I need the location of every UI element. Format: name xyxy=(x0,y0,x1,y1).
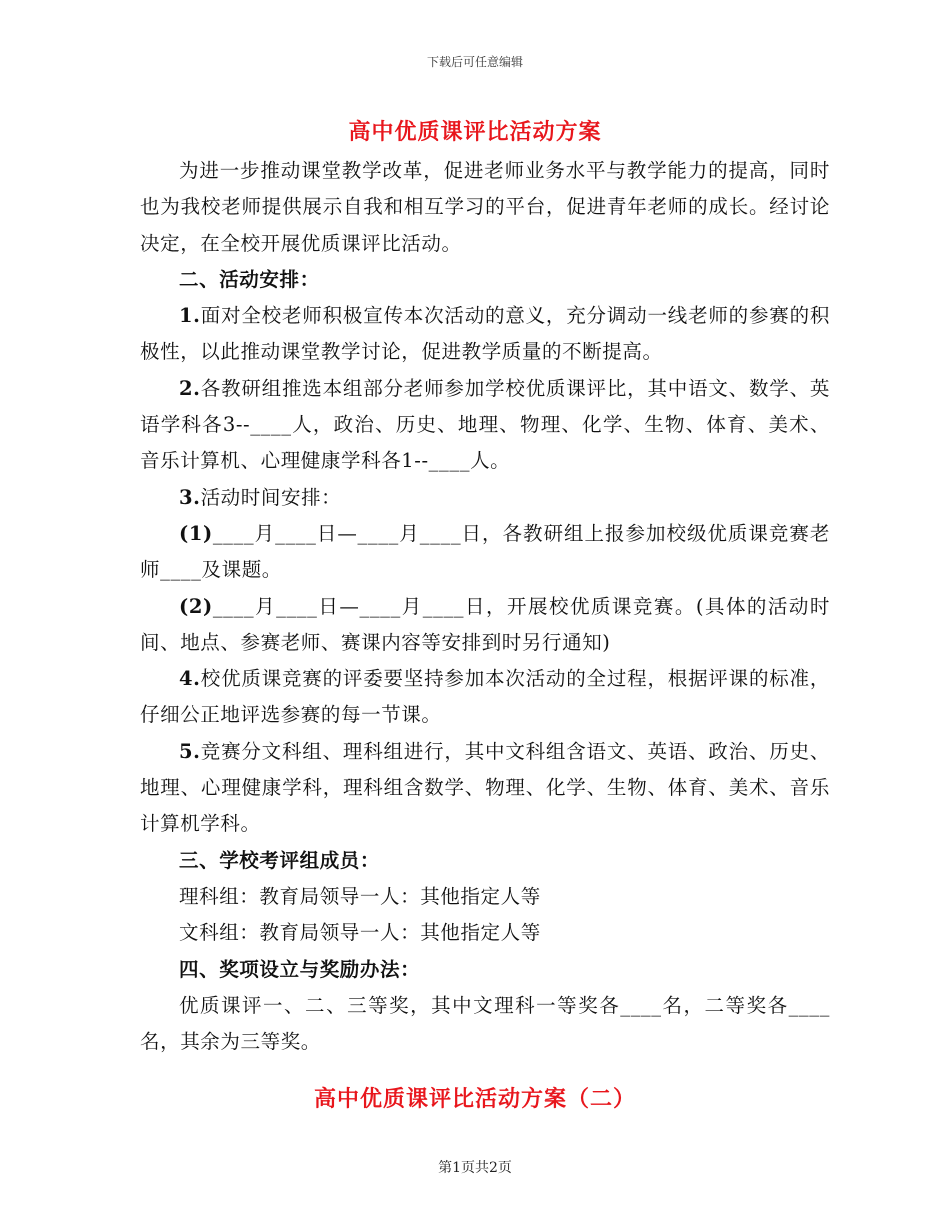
arrangement-item-2 xyxy=(140,371,830,480)
arrangement-item-1 xyxy=(140,298,830,371)
item-text: 校优质课竞赛的评委要坚持参加本次活动的全过程，根据评课的标准，仔细公正地评选参赛的每一节课。 xyxy=(140,667,830,727)
item-text: 活动时间安排： xyxy=(200,485,342,509)
page-header-note: 下载后可任意编辑 xyxy=(426,55,523,69)
item-number: 5. xyxy=(179,739,201,763)
awards-paragraph: 优质课评一、二、三等奖，其中文理科一等奖各____名，二等奖各____名，其余为三等奖。 xyxy=(140,993,830,1054)
schedule-item-2 xyxy=(140,589,830,662)
item-text: 竞赛分文科组、理科组进行，其中文科组含语文、英语、政治、历史、地理、心理健康学科，理科组含数学、物理、化学、生物、体育、美术、音乐计算机学科。 xyxy=(140,739,830,836)
committee-arts-group: 文科组：教育局领导一人：其他指定人等 xyxy=(179,921,541,945)
intro-paragraph: 为进一步推动课堂教学改革，促进老师业务水平与教学能力的提高，同时也为我校老师提供展示自我和相互学习的平台，促进青年老师的成长。经讨论决定，在全校开展优质课评比活动。 xyxy=(140,159,830,255)
arrangement-item-4 xyxy=(140,661,830,734)
schedule-item-1 xyxy=(140,516,830,589)
item-number: 2. xyxy=(179,376,201,400)
section-heading-committee: 三、学校考评组成员： xyxy=(179,848,381,872)
arrangement-item-3 xyxy=(140,480,830,516)
item-number: 4. xyxy=(179,667,201,691)
item-text: 各教研组推选本组部分老师参加学校优质课评比，其中语文、数学、英语学科各3--____人，政治、历史、地理、物理、化学、生物、体育、美术、音乐计算机、心理健康学科各1--____人。 xyxy=(140,376,830,473)
item-text: 面对全校老师积极宣传本次活动的意义，充分调动一线老师的参赛的积极性，以此推动课堂教学讨论，促进教学质量的不断提高。 xyxy=(140,304,830,364)
document-title: 高中优质课评比活动方案 xyxy=(348,120,602,145)
document-title-part-two: 高中优质课评比活动方案（二） xyxy=(313,1087,636,1112)
item-text: ____月____日—____月____日，开展校优质课竞赛。(具体的活动时间、地点、参赛老师、赛课内容等安排到时另行通知) xyxy=(140,594,830,654)
item-number: (2) xyxy=(179,594,213,618)
section-heading-arrangement: 二、活动安排： xyxy=(179,267,320,291)
item-text: ____月____日—____月____日，各教研组上报参加校级优质课竞赛老师____及课题。 xyxy=(140,521,830,582)
committee-science-group: 理科组：教育局领导一人：其他指定人等 xyxy=(179,884,541,908)
item-number: 3. xyxy=(179,485,201,509)
document-body xyxy=(140,153,830,1060)
arrangement-item-5 xyxy=(140,734,830,843)
item-number: 1. xyxy=(179,304,201,328)
item-number: (1) xyxy=(179,521,213,545)
page-number-footer: 第1页共2页 xyxy=(438,1160,512,1176)
section-heading-awards: 四、奖项设立与奖励办法： xyxy=(179,957,421,981)
